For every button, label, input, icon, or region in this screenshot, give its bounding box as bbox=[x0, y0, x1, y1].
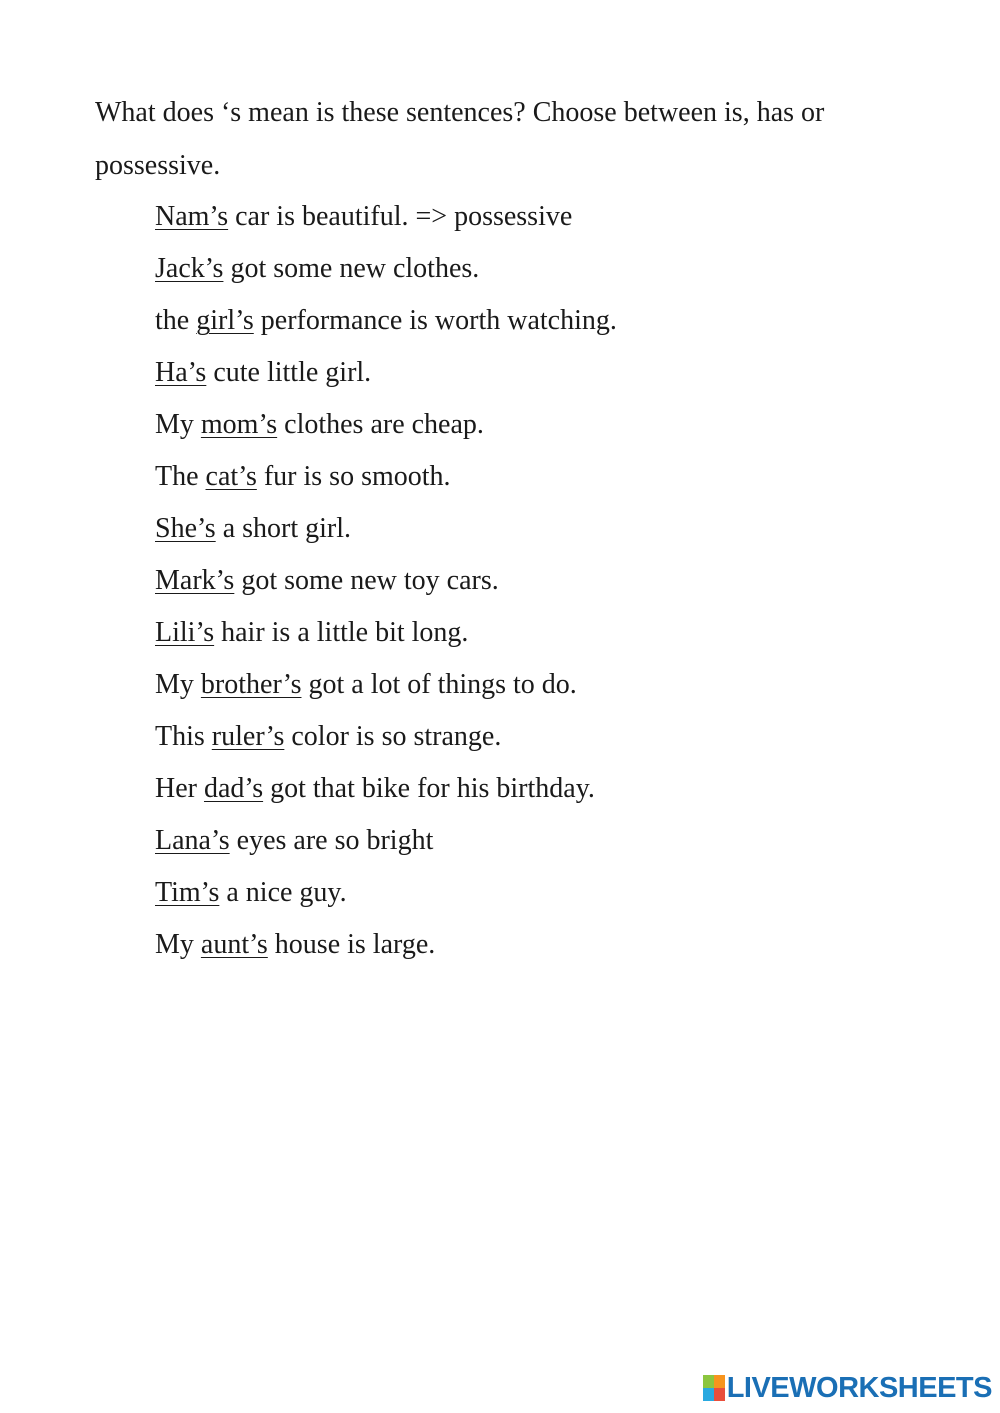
sentence-after: got some new clothes. bbox=[223, 253, 480, 284]
sentence-text bbox=[155, 347, 371, 399]
sentence-text bbox=[155, 763, 595, 815]
sentence-after: got some new toy cars. bbox=[234, 565, 499, 596]
underlined-word: aunt’s bbox=[200, 929, 268, 960]
sentence-after: color is so strange. bbox=[284, 721, 502, 752]
sentence-after: a nice guy. bbox=[219, 877, 347, 908]
watermark-text: LIVEWORKSHEETS bbox=[726, 1371, 992, 1404]
sentence-before: This bbox=[155, 721, 212, 752]
underlined-word: Mark’s bbox=[155, 565, 235, 596]
sentence-after: a short girl. bbox=[215, 513, 351, 544]
sentence-text bbox=[155, 711, 501, 763]
sentence-text bbox=[155, 399, 484, 451]
logo-tile-orange bbox=[714, 1375, 725, 1388]
sentence-after: eyes are so bright bbox=[229, 825, 434, 856]
underlined-word: dad’s bbox=[203, 773, 264, 804]
sentence-after: hair is a little bit long. bbox=[214, 617, 469, 648]
instructions-text: What does ‘s mean is these sentences? Choose between is, has or possessive. bbox=[95, 97, 825, 181]
sentence-text bbox=[155, 919, 435, 971]
underlined-word: She’s bbox=[155, 513, 216, 544]
underlined-word: Nam’s bbox=[155, 201, 229, 232]
sentence-after: got that bike for his birthday. bbox=[263, 773, 595, 804]
sentence-after: got a lot of things to do. bbox=[301, 669, 577, 700]
underlined-word: Ha’s bbox=[155, 357, 207, 388]
sentence-text bbox=[155, 451, 451, 503]
sentence-text bbox=[155, 815, 433, 867]
sentence-text bbox=[155, 191, 572, 243]
sentence-before: the bbox=[155, 305, 197, 336]
liveworksheets-logo-icon bbox=[703, 1375, 725, 1401]
underlined-word: girl’s bbox=[196, 305, 254, 336]
sentence-after: clothes are cheap. bbox=[277, 409, 484, 440]
underlined-word: mom’s bbox=[200, 409, 278, 440]
liveworksheets-watermark bbox=[703, 1373, 992, 1403]
sentence-after: house is large. bbox=[267, 929, 436, 960]
sentence-text bbox=[155, 607, 468, 659]
sentence-text bbox=[155, 503, 351, 555]
underlined-word: Lana’s bbox=[155, 825, 230, 856]
underlined-word: cat’s bbox=[205, 461, 257, 492]
sentence-after: car is beautiful. => possessive bbox=[228, 201, 573, 232]
underlined-word: Jack’s bbox=[155, 253, 224, 284]
sentence-before: My bbox=[155, 409, 201, 440]
sentence-text bbox=[155, 243, 479, 295]
sentence-before: The bbox=[155, 461, 206, 492]
logo-tile-blue bbox=[703, 1388, 714, 1401]
underlined-word: brother’s bbox=[200, 669, 302, 700]
sentence-before: My bbox=[155, 669, 201, 700]
sentence-after: performance is worth watching. bbox=[253, 305, 617, 336]
sentence-text bbox=[155, 555, 499, 607]
logo-tile-red bbox=[714, 1388, 725, 1401]
sentence-text bbox=[155, 295, 617, 347]
sentence-text bbox=[155, 867, 347, 919]
sentence-after: fur is so smooth. bbox=[256, 461, 451, 492]
sentence-after: cute little girl. bbox=[206, 357, 372, 388]
sentence-before: My bbox=[155, 929, 201, 960]
underlined-word: Lili’s bbox=[155, 617, 215, 648]
underlined-word: ruler’s bbox=[211, 721, 285, 752]
sentence-text bbox=[155, 659, 577, 711]
sentence-before: Her bbox=[155, 773, 204, 804]
logo-tile-green bbox=[703, 1375, 714, 1388]
underlined-word: Tim’s bbox=[155, 877, 220, 908]
